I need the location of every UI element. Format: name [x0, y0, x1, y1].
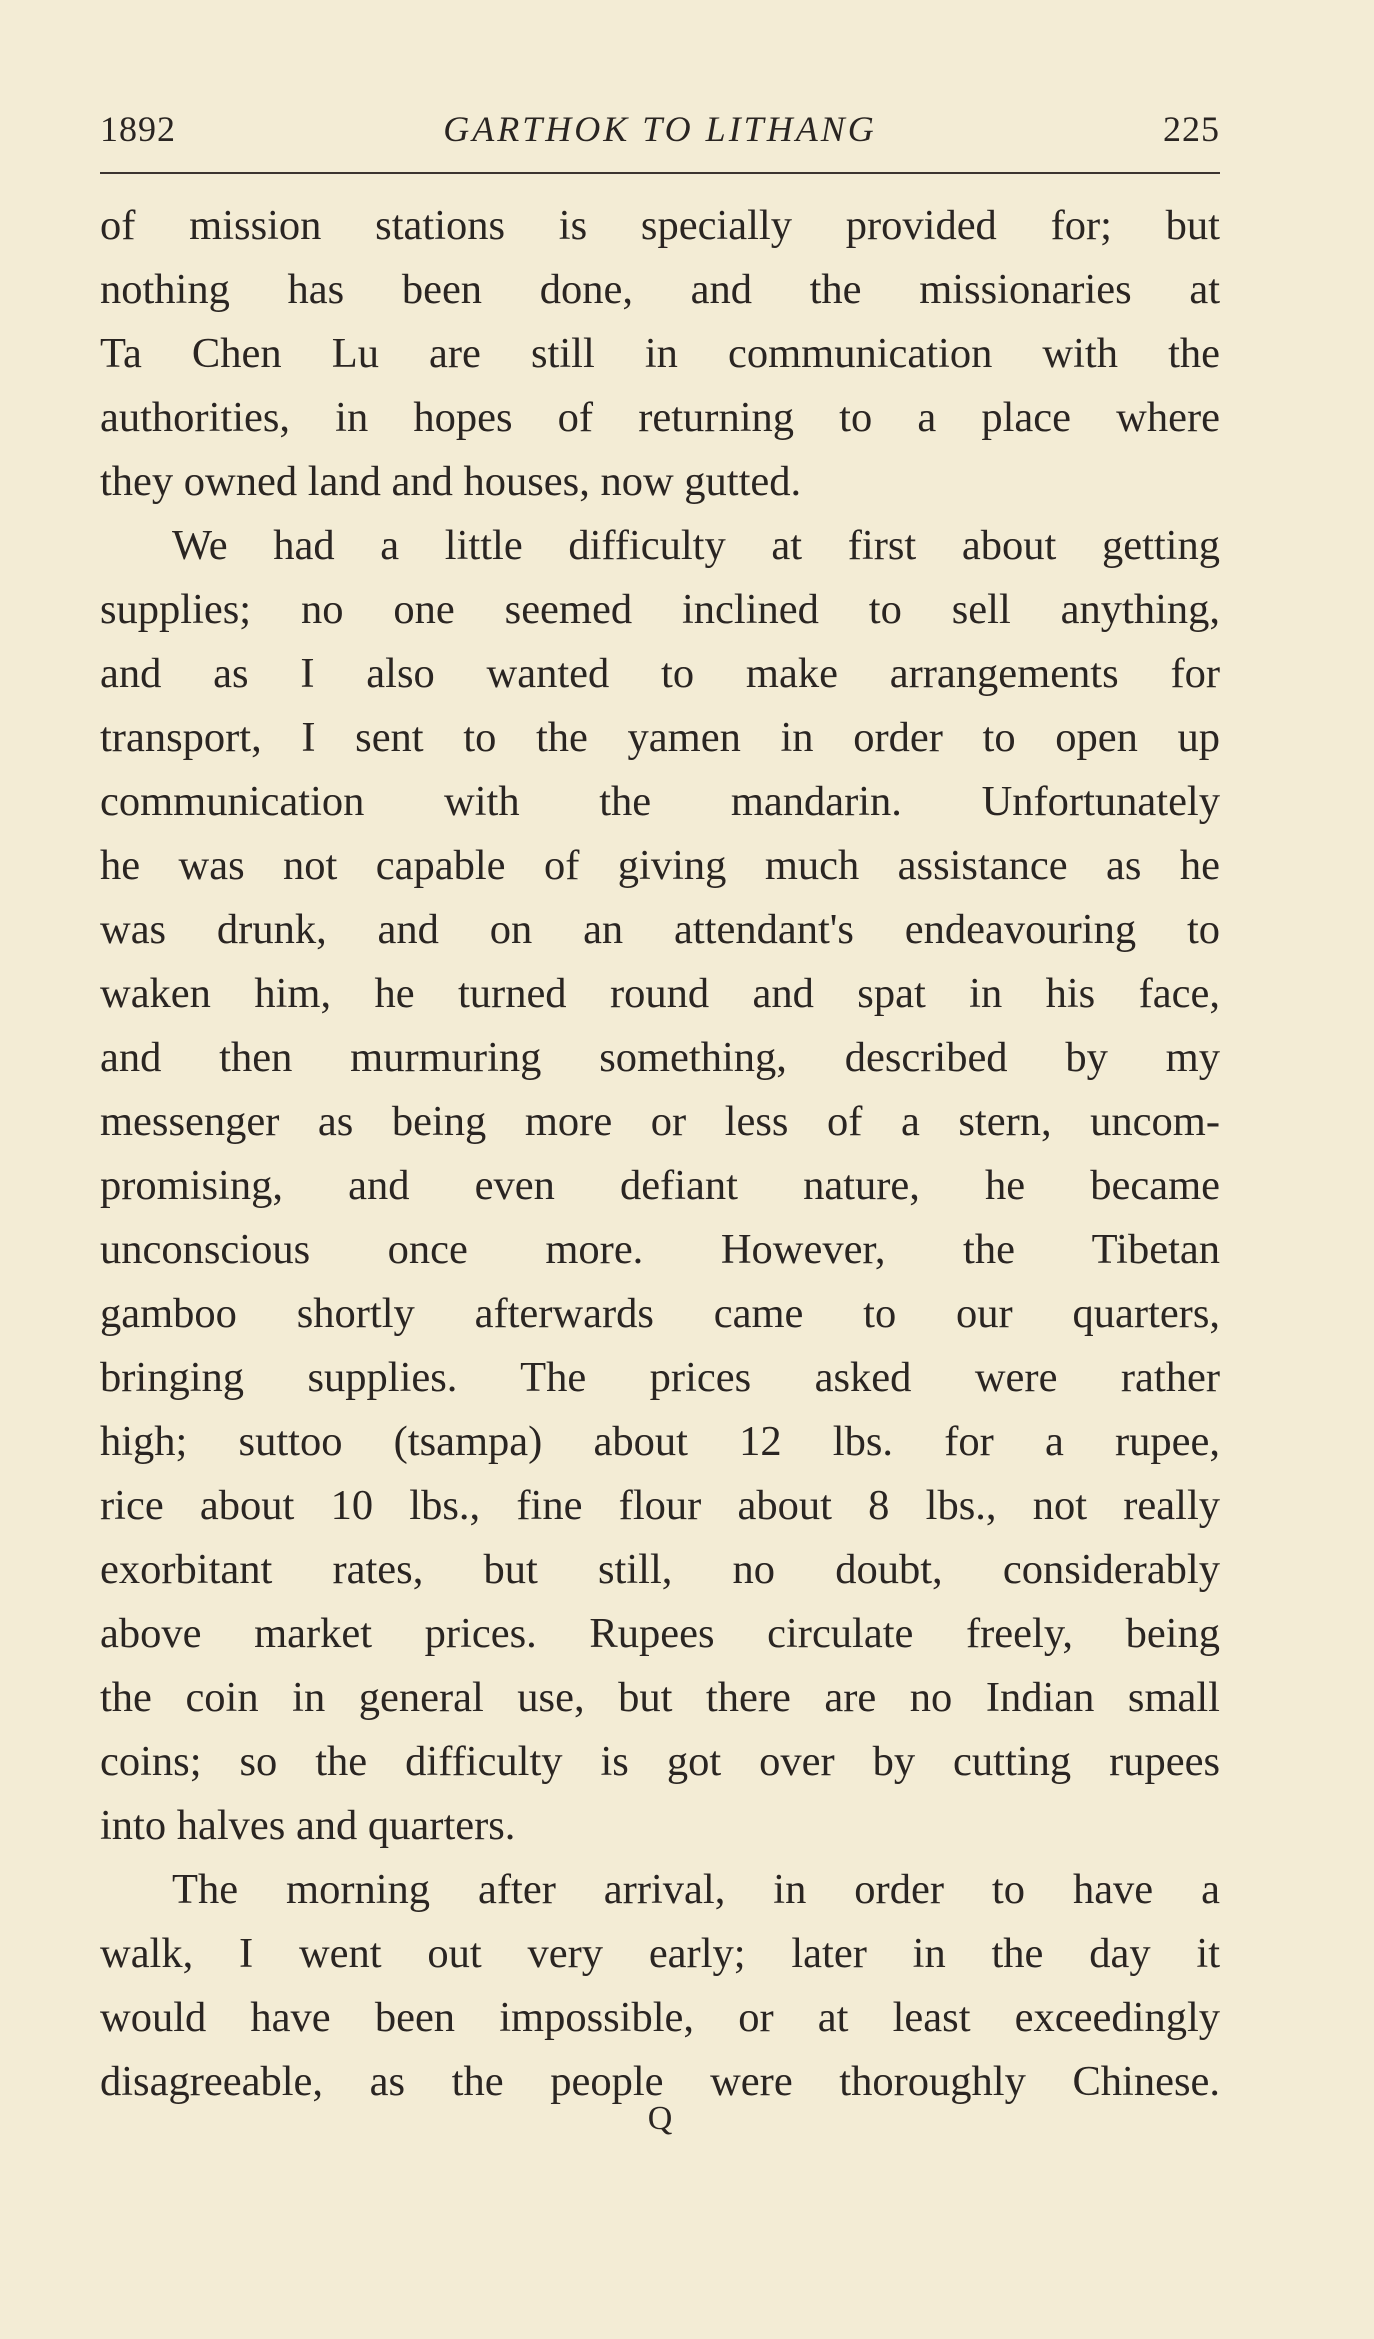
text-line: communication with the mandarin. Unfortunately: [100, 778, 1220, 825]
text-line: We had a little difficulty at first about getting: [172, 522, 1220, 569]
text-line: disagreeable, as the people were thoroughly Chinese.: [100, 2058, 1220, 2105]
page-number: 225: [1163, 109, 1220, 149]
text-line: above market prices. Rupees circulate freely, being: [100, 1610, 1220, 1657]
body-text: [100, 194, 1220, 2114]
text-line: coins; so the difficulty is got over by cutting rupees: [100, 1738, 1220, 1785]
text-line: walk, I went out very early; later in the day it: [100, 1930, 1220, 1977]
text-line: nothing has been done, and the missionaries at: [100, 266, 1220, 313]
text-line: waken him, he turned round and spat in his face,: [100, 970, 1220, 1017]
text-line: rice about 10 lbs., fine flour about 8 lbs., not really: [100, 1482, 1220, 1529]
text-line: Ta Chen Lu are still in communication with the: [100, 330, 1220, 377]
text-line: they owned land and houses, now gutted.: [100, 458, 802, 505]
text-line: he was not capable of giving much assistance as he: [100, 842, 1220, 889]
header-title: GARTHOK TO LITHANG: [443, 109, 877, 149]
text-line: transport, I sent to the yamen in order to open up: [100, 714, 1220, 761]
text-line: bringing supplies. The prices asked were rather: [100, 1354, 1220, 1401]
text-line: would have been impossible, or at least exceedingly: [100, 1994, 1220, 2041]
text-line: of mission stations is specially provided for; but: [100, 202, 1220, 249]
header-year: 1892: [100, 109, 176, 149]
text-line: promising, and even defiant nature, he became: [100, 1162, 1220, 1209]
text-line: exorbitant rates, but still, no doubt, considerably: [100, 1546, 1220, 1593]
text-line: unconscious once more. However, the Tibetan: [100, 1226, 1220, 1273]
text-line: gamboo shortly afterwards came to our quarters,: [100, 1290, 1220, 1337]
text-line: high; suttoo (tsampa) about 12 lbs. for a rupee,: [100, 1418, 1220, 1465]
text-line: messenger as being more or less of a stern, uncom-: [100, 1098, 1220, 1145]
signature-mark: Q: [647, 2100, 673, 2137]
header-rule: [100, 172, 1220, 174]
text-line: authorities, in hopes of returning to a place where: [100, 394, 1220, 441]
text-line: into halves and quarters.: [100, 1802, 516, 1849]
text-line: and as I also wanted to make arrangements for: [100, 650, 1220, 697]
text-line: and then murmuring something, described by my: [100, 1034, 1220, 1081]
running-head: [100, 108, 1220, 158]
text-line: supplies; no one seemed inclined to sell anything,: [100, 586, 1220, 633]
text-line: was drunk, and on an attendant's endeavouring to: [100, 906, 1220, 953]
text-line: the coin in general use, but there are no Indian small: [100, 1674, 1220, 1721]
text-line: The morning after arrival, in order to have a: [172, 1866, 1220, 1913]
